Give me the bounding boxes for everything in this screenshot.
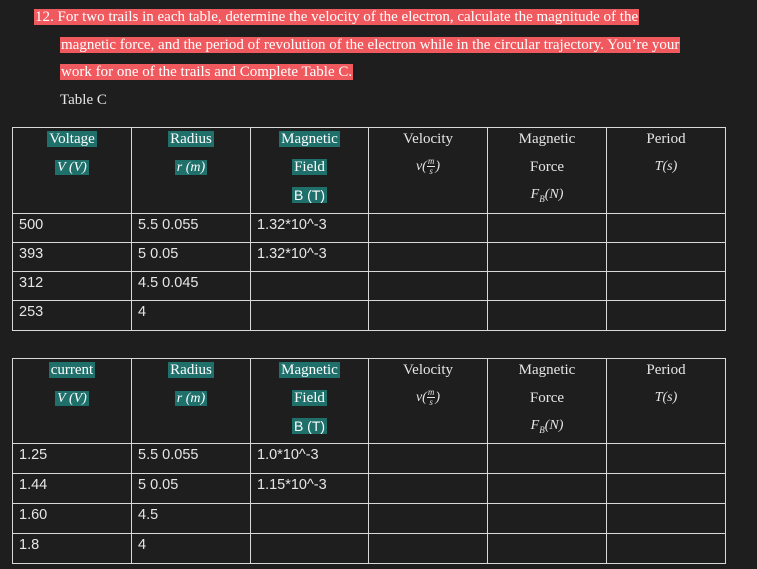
header-period (607, 128, 726, 214)
header-velocity-label: Velocity (403, 131, 453, 147)
cell-current[interactable]: 1.25 (13, 444, 132, 474)
header-radius-label: Radius (170, 362, 212, 378)
header-force-label-1: Magnetic (518, 362, 576, 378)
header-current-unit: V (V) (57, 391, 87, 406)
cell-field[interactable]: 1.32*10^-3 (251, 214, 369, 243)
header-period (607, 359, 726, 444)
force-subscript: B (539, 193, 545, 204)
cell-field[interactable] (251, 272, 369, 301)
cell-force[interactable] (488, 474, 607, 504)
header-period-label: Period (646, 131, 686, 147)
header-velocity (369, 128, 488, 214)
cell-velocity[interactable] (369, 243, 488, 272)
cell-field[interactable]: 1.32*10^-3 (251, 243, 369, 272)
cell-current[interactable]: 1.44 (13, 474, 132, 504)
header-magnetic-field (251, 128, 369, 214)
cell-period[interactable] (607, 534, 726, 564)
header-field-label-1: Magnetic (281, 362, 338, 378)
cell-period[interactable] (607, 474, 726, 504)
header-field-label-2: Field (294, 390, 325, 406)
table-row (13, 534, 726, 564)
header-period-unit: T(s) (654, 390, 678, 405)
header-force-label-2: Force (529, 390, 565, 406)
cell-velocity[interactable] (369, 272, 488, 301)
header-voltage-label: Voltage (49, 131, 95, 147)
cell-radius[interactable]: 5 0.05 (132, 474, 251, 504)
header-magnetic-force (488, 128, 607, 214)
velocity-symbol: v( (415, 390, 427, 405)
velocity-fraction (427, 157, 436, 176)
cell-velocity[interactable] (369, 504, 488, 534)
cell-force[interactable] (488, 444, 607, 474)
cell-period[interactable] (607, 272, 726, 301)
cell-voltage[interactable]: 393 (13, 243, 132, 272)
cell-field[interactable] (251, 504, 369, 534)
header-force-label-1: Magnetic (518, 131, 576, 147)
cell-period[interactable] (607, 214, 726, 243)
velocity-unit-num: m (427, 387, 435, 398)
data-table-current (12, 358, 726, 564)
cell-period[interactable] (607, 301, 726, 331)
force-subscript: B (539, 424, 545, 435)
header-voltage-unit: V (V) (57, 160, 87, 175)
cell-period[interactable] (607, 504, 726, 534)
header-field-label-2: Field (294, 159, 325, 175)
cell-voltage[interactable]: 500 (13, 214, 132, 243)
cell-velocity[interactable] (369, 474, 488, 504)
header-radius (132, 359, 251, 444)
header-radius-unit: r (m) (176, 391, 206, 406)
cell-force[interactable] (488, 272, 607, 301)
cell-current[interactable]: 1.60 (13, 504, 132, 534)
header-period-unit: T(s) (654, 159, 678, 174)
cell-radius[interactable]: 5 0.05 (132, 243, 251, 272)
header-velocity-unit: v( $\frac{m}{s}$ ) (415, 387, 441, 408)
velocity-fraction (427, 388, 436, 407)
question-text-3: work for one of the trails and Complete Table C. (61, 64, 353, 80)
header-force-unit: $F_B(N)$ (530, 187, 564, 204)
header-magnetic-field (251, 359, 369, 444)
question-line-3 (60, 63, 353, 82)
table-header-row (13, 359, 726, 444)
header-current-label: current (50, 362, 94, 378)
cell-field[interactable] (251, 534, 369, 564)
velocity-unit-den: s (429, 397, 433, 408)
table-row (13, 301, 726, 331)
header-magnetic-force (488, 359, 607, 444)
question-line-2 (60, 36, 680, 55)
cell-voltage[interactable]: 312 (13, 272, 132, 301)
header-force-label-2: Force (529, 159, 565, 175)
cell-velocity[interactable] (369, 214, 488, 243)
table-row (13, 504, 726, 534)
cell-period[interactable] (607, 243, 726, 272)
header-field-unit: B (T) (293, 418, 326, 434)
header-force-unit: $F_B(N)$ (530, 418, 564, 435)
table-row (13, 444, 726, 474)
header-radius-label: Radius (170, 131, 212, 147)
cell-velocity[interactable] (369, 444, 488, 474)
cell-force[interactable] (488, 504, 607, 534)
cell-radius[interactable]: 4 (132, 534, 251, 564)
cell-velocity[interactable] (369, 534, 488, 564)
question-text-1: 12. For two trails in each table, determine the velocity of the electron, calculate the magnitude of the (35, 9, 639, 25)
cell-force[interactable] (488, 534, 607, 564)
cell-force[interactable] (488, 301, 607, 331)
cell-force[interactable] (488, 214, 607, 243)
header-velocity-label: Velocity (403, 362, 453, 378)
table-header-row (13, 128, 726, 214)
header-velocity (369, 359, 488, 444)
question-line-1 (34, 8, 639, 27)
header-field-label-1: Magnetic (281, 131, 338, 147)
velocity-unit-num: m (427, 156, 435, 167)
cell-radius[interactable]: 4.5 0.045 (132, 272, 251, 301)
table-row (13, 214, 726, 243)
cell-force[interactable] (488, 243, 607, 272)
cell-field[interactable]: 1.0*10^-3 (251, 444, 369, 474)
header-field-unit: B (T) (293, 187, 326, 203)
cell-radius[interactable]: 5.5 0.055 (132, 214, 251, 243)
header-voltage (13, 128, 132, 214)
header-period-label: Period (646, 362, 686, 378)
cell-radius[interactable]: 4.5 (132, 504, 251, 534)
table-row (13, 474, 726, 504)
cell-radius[interactable]: 4 (132, 301, 251, 331)
header-velocity-unit: v( $\frac{m}{s}$ ) (415, 156, 441, 177)
cell-current[interactable]: 1.8 (13, 534, 132, 564)
velocity-unit-den: s (429, 166, 433, 177)
question-text-2: magnetic force, and the period of revolution of the electron while in the circular trajectory. You’re your (61, 37, 680, 53)
header-radius-unit: r (m) (176, 160, 206, 175)
table-row (13, 243, 726, 272)
cell-radius[interactable]: 5.5 0.055 (132, 444, 251, 474)
cell-velocity[interactable] (369, 301, 488, 331)
velocity-symbol: v( (415, 159, 427, 174)
cell-field[interactable]: 1.15*10^-3 (251, 474, 369, 504)
header-current (13, 359, 132, 444)
cell-period[interactable] (607, 444, 726, 474)
header-radius (132, 128, 251, 214)
table-label: Table C (60, 92, 107, 108)
data-table-voltage (12, 127, 726, 331)
cell-voltage[interactable]: 253 (13, 301, 132, 331)
table-row (13, 272, 726, 301)
cell-field[interactable] (251, 301, 369, 331)
